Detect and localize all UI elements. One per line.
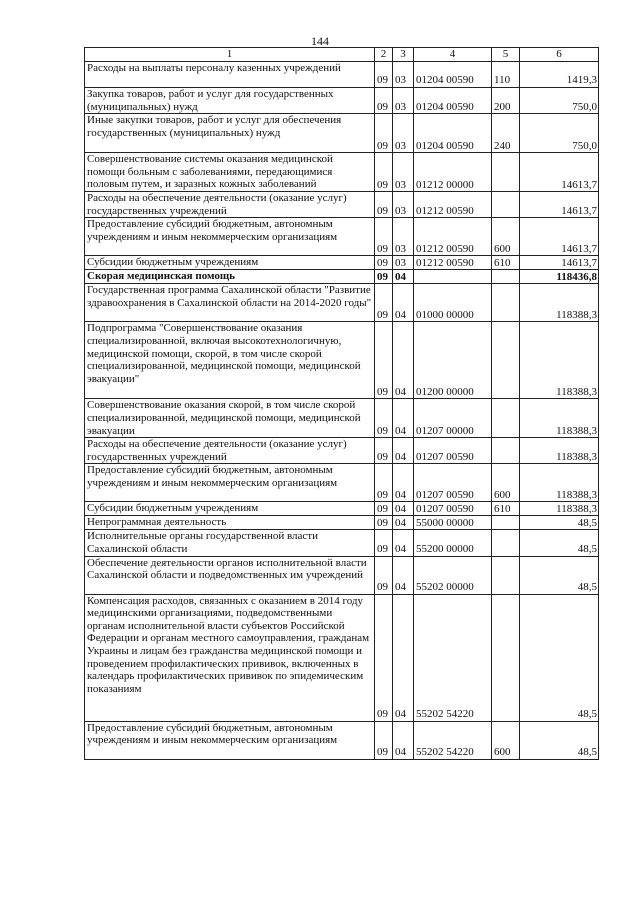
table-row xyxy=(85,284,599,322)
expense-type-code: 610 xyxy=(492,256,520,270)
expense-type-code xyxy=(492,192,520,218)
expense-type-code xyxy=(492,438,520,464)
page-number: 144 xyxy=(311,34,329,48)
target-article-code: 01212 00590 xyxy=(414,256,492,270)
table-row xyxy=(85,153,599,192)
subsection-code: 04 xyxy=(393,530,414,556)
row-description: Предоставление субсидий бюджетным, автономным учреждениям и иным некоммерческим организациям xyxy=(85,218,375,256)
section-code: 09 xyxy=(375,192,393,218)
amount: 118388,3 xyxy=(520,322,599,399)
expense-type-code xyxy=(492,516,520,530)
row-description: Компенсация расходов, связанных с оказанием в 2014 году медицинскими организациями, подведомственными органам исполнительной власти субъектов Российской Федерации и органам местного самоуправления, гражданам Украины и лицам без гражданства медицинской помощи и проведением профилактических прививок, включенных в календарь профилактических прививок по эпидемическим показаниям xyxy=(85,594,375,721)
amount: 48,5 xyxy=(520,594,599,721)
target-article-code: 01204 00590 xyxy=(414,88,492,114)
expense-type-code xyxy=(492,153,520,192)
expense-type-code: 240 xyxy=(492,114,520,153)
table-row xyxy=(85,256,599,270)
subsection-code: 04 xyxy=(393,502,414,516)
row-description: Подпрограмма "Совершенствование оказания специализированной, включая высокотехнологичную, медицинской помощи, скорой, в том числе скорой специализированной, медицинской помощи, медицинской эвакуации" xyxy=(85,322,375,399)
subsection-code: 03 xyxy=(393,114,414,153)
section-code: 09 xyxy=(375,322,393,399)
table-row xyxy=(85,516,599,530)
amount: 118388,3 xyxy=(520,438,599,464)
expense-type-code: 110 xyxy=(492,62,520,88)
section-code: 09 xyxy=(375,594,393,721)
row-description: Расходы на обеспечение деятельности (оказание услуг) государственных учреждений xyxy=(85,438,375,464)
target-article-code: 55000 00000 xyxy=(414,516,492,530)
row-description: Государственная программа Сахалинской области "Развитие здравоохранения в Сахалинской области на 2014-2020 годы" xyxy=(85,284,375,322)
subsection-code: 04 xyxy=(393,270,414,284)
table-row xyxy=(85,502,599,516)
section-code: 09 xyxy=(375,530,393,556)
table-row xyxy=(85,270,599,284)
table-row xyxy=(85,114,599,153)
subsection-code: 04 xyxy=(393,322,414,399)
budget-table xyxy=(84,47,599,760)
section-code: 09 xyxy=(375,284,393,322)
section-code: 09 xyxy=(375,256,393,270)
amount: 118388,3 xyxy=(520,464,599,502)
column-header: 5 xyxy=(492,48,520,62)
subsection-code: 04 xyxy=(393,721,414,759)
column-header: 6 xyxy=(520,48,599,62)
table-row xyxy=(85,322,599,399)
amount: 750,0 xyxy=(520,88,599,114)
column-header: 1 xyxy=(85,48,375,62)
section-code: 09 xyxy=(375,438,393,464)
subsection-code: 04 xyxy=(393,594,414,721)
target-article-code: 01204 00590 xyxy=(414,62,492,88)
section-code: 09 xyxy=(375,502,393,516)
subsection-code: 03 xyxy=(393,256,414,270)
row-description: Совершенствование оказания скорой, в том числе скорой специализированной, медицинской помощи, медицинской эвакуации xyxy=(85,399,375,438)
table-row xyxy=(85,530,599,556)
section-code: 09 xyxy=(375,62,393,88)
amount: 14613,7 xyxy=(520,256,599,270)
section-code: 09 xyxy=(375,114,393,153)
row-description: Скорая медицинская помощь xyxy=(85,270,375,284)
section-code: 09 xyxy=(375,88,393,114)
table-row xyxy=(85,88,599,114)
table-row xyxy=(85,192,599,218)
header-row xyxy=(85,48,599,62)
row-description: Расходы на выплаты персоналу казенных учреждений xyxy=(85,62,375,88)
target-article-code: 01207 00000 xyxy=(414,399,492,438)
subsection-code: 03 xyxy=(393,192,414,218)
target-article-code: 01204 00590 xyxy=(414,114,492,153)
target-article-code xyxy=(414,270,492,284)
expense-type-code: 600 xyxy=(492,464,520,502)
target-article-code: 01212 00590 xyxy=(414,192,492,218)
target-article-code: 55202 54220 xyxy=(414,594,492,721)
table-row xyxy=(85,399,599,438)
row-description: Закупка товаров, работ и услуг для государственных (муниципальных) нужд xyxy=(85,88,375,114)
row-description: Предоставление субсидий бюджетным, автономным учреждениям и иным некоммерческим организациям xyxy=(85,721,375,759)
target-article-code: 01207 00590 xyxy=(414,464,492,502)
column-header: 2 xyxy=(375,48,393,62)
column-header: 3 xyxy=(393,48,414,62)
table-row xyxy=(85,438,599,464)
section-code: 09 xyxy=(375,516,393,530)
budget-table-body xyxy=(85,48,599,760)
subsection-code: 04 xyxy=(393,438,414,464)
table-row xyxy=(85,62,599,88)
table-row xyxy=(85,594,599,721)
row-description: Субсидии бюджетным учреждениям xyxy=(85,502,375,516)
amount: 1419,3 xyxy=(520,62,599,88)
table-row xyxy=(85,218,599,256)
expense-type-code xyxy=(492,284,520,322)
subsection-code: 03 xyxy=(393,153,414,192)
section-code: 09 xyxy=(375,721,393,759)
subsection-code: 04 xyxy=(393,284,414,322)
subsection-code: 04 xyxy=(393,464,414,502)
subsection-code: 03 xyxy=(393,88,414,114)
table-row xyxy=(85,721,599,759)
row-description: Непрограммная деятельность xyxy=(85,516,375,530)
expense-type-code: 600 xyxy=(492,721,520,759)
table-row xyxy=(85,464,599,502)
subsection-code: 04 xyxy=(393,399,414,438)
target-article-code: 01200 00000 xyxy=(414,322,492,399)
column-header: 4 xyxy=(414,48,492,62)
row-description: Совершенствование системы оказания медицинской помощи больным с заболеваниями, передающимися половым путем, и заразных кожных заболеваний xyxy=(85,153,375,192)
row-description: Иные закупки товаров, работ и услуг для обеспечения государственных (муниципальных) нужд xyxy=(85,114,375,153)
target-article-code: 01207 00590 xyxy=(414,438,492,464)
section-code: 09 xyxy=(375,153,393,192)
expense-type-code: 200 xyxy=(492,88,520,114)
target-article-code: 01000 00000 xyxy=(414,284,492,322)
subsection-code: 04 xyxy=(393,516,414,530)
amount: 48,5 xyxy=(520,516,599,530)
table-row xyxy=(85,556,599,594)
target-article-code: 01212 00590 xyxy=(414,218,492,256)
amount: 48,5 xyxy=(520,721,599,759)
subsection-code: 03 xyxy=(393,62,414,88)
expense-type-code xyxy=(492,556,520,594)
expense-type-code: 600 xyxy=(492,218,520,256)
target-article-code: 01207 00590 xyxy=(414,502,492,516)
amount: 118436,8 xyxy=(520,270,599,284)
section-code: 09 xyxy=(375,218,393,256)
subsection-code: 03 xyxy=(393,218,414,256)
expense-type-code: 610 xyxy=(492,502,520,516)
amount: 14613,7 xyxy=(520,218,599,256)
section-code: 09 xyxy=(375,556,393,594)
target-article-code: 01212 00000 xyxy=(414,153,492,192)
target-article-code: 55202 54220 xyxy=(414,721,492,759)
expense-type-code xyxy=(492,270,520,284)
row-description: Расходы на обеспечение деятельности (оказание услуг) государственных учреждений xyxy=(85,192,375,218)
section-code: 09 xyxy=(375,399,393,438)
row-description: Обеспечение деятельности органов исполнительной власти Сахалинской области и подведомственных им учреждений xyxy=(85,556,375,594)
amount: 14613,7 xyxy=(520,153,599,192)
amount: 48,5 xyxy=(520,530,599,556)
expense-type-code xyxy=(492,530,520,556)
amount: 750,0 xyxy=(520,114,599,153)
subsection-code: 04 xyxy=(393,556,414,594)
amount: 118388,3 xyxy=(520,502,599,516)
row-description: Предоставление субсидий бюджетным, автономным учреждениям и иным некоммерческим организациям xyxy=(85,464,375,502)
target-article-code: 55202 00000 xyxy=(414,556,492,594)
target-article-code: 55200 00000 xyxy=(414,530,492,556)
expense-type-code xyxy=(492,322,520,399)
row-description: Субсидии бюджетным учреждениям xyxy=(85,256,375,270)
expense-type-code xyxy=(492,594,520,721)
amount: 118388,3 xyxy=(520,284,599,322)
row-description: Исполнительные органы государственной власти Сахалинской области xyxy=(85,530,375,556)
amount: 48,5 xyxy=(520,556,599,594)
section-code: 09 xyxy=(375,270,393,284)
expense-type-code xyxy=(492,399,520,438)
amount: 14613,7 xyxy=(520,192,599,218)
amount: 118388,3 xyxy=(520,399,599,438)
section-code: 09 xyxy=(375,464,393,502)
